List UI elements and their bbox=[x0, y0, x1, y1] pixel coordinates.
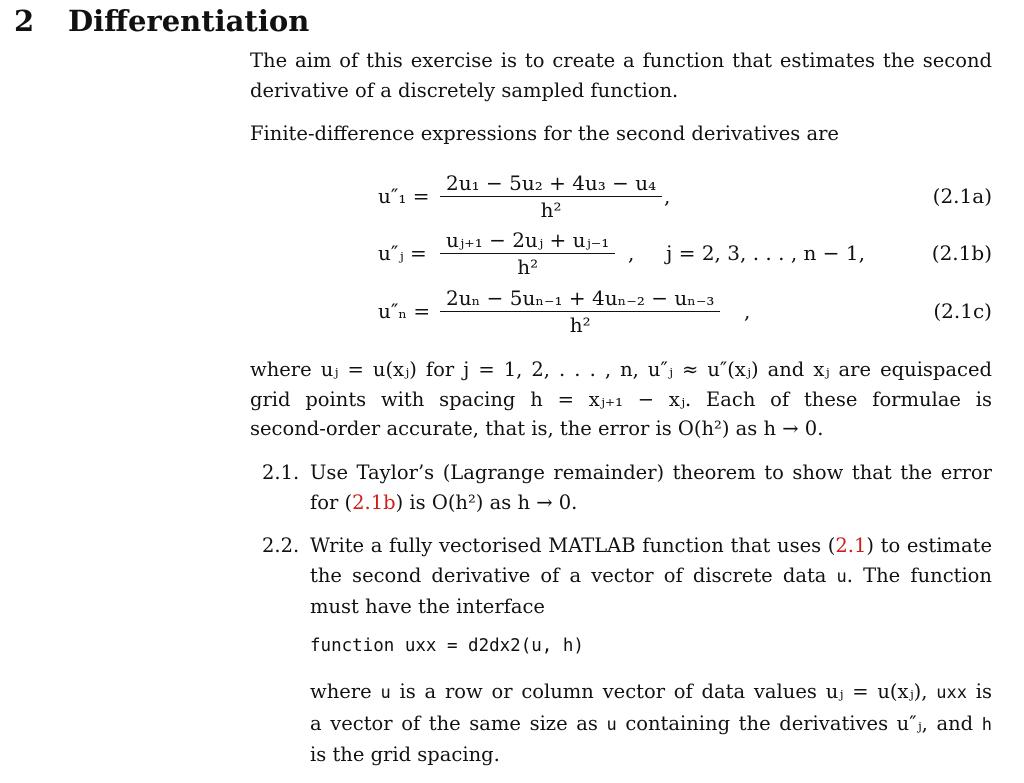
text-fragment: containing the derivatives u″ⱼ, and bbox=[616, 711, 982, 735]
text-fragment: for ( bbox=[310, 490, 353, 514]
section-heading bbox=[14, 4, 309, 38]
eq-numerator: 2u₁ − 5u₂ + 4u₃ − u₄ bbox=[446, 171, 657, 195]
intro-line-1: The aim of this exercise is to create a function that estimates the second bbox=[250, 49, 992, 72]
intro-line-2: derivative of a discretely sampled function. bbox=[250, 78, 679, 102]
item-line-1: Use Taylor’s (Lagrange remainder) theorem to show that the error bbox=[310, 461, 992, 484]
eq-trailing: , j = 2, 3, . . . , n − 1, bbox=[628, 241, 865, 265]
text-fragment: a vector of the same size as bbox=[310, 711, 607, 735]
eq-numerator: uⱼ₊₁ − 2uⱼ + uⱼ₋₁ bbox=[446, 228, 610, 252]
where-code-line-3: is the grid spacing. bbox=[310, 743, 500, 766]
equation-ref-link[interactable]: 2.1b bbox=[352, 490, 396, 514]
eq-lhs: u″ₙ = bbox=[378, 299, 431, 323]
item-line-1 bbox=[310, 531, 992, 561]
item-body bbox=[310, 458, 992, 517]
item-label: 2.2. bbox=[262, 534, 300, 557]
eq-fraction bbox=[440, 170, 662, 223]
eq-denominator: h² bbox=[440, 253, 615, 280]
eq-numerator: 2uₙ − 5uₙ₋₁ + 4uₙ₋₂ − uₙ₋₃ bbox=[446, 286, 715, 310]
section-title: Differentiation bbox=[68, 4, 310, 38]
code-inline: u bbox=[836, 566, 847, 587]
where-line-2: grid points with spacing h = xⱼ₊₁ − xⱼ. Each of these formulae is bbox=[250, 387, 992, 411]
text-fragment: is bbox=[966, 680, 993, 703]
exercise-item-2-1 bbox=[262, 458, 992, 517]
text-fragment: Write a fully vectorised MATLAB function that uses ( bbox=[310, 534, 836, 557]
exercise-item-2-2 bbox=[262, 531, 992, 622]
item-line-3: must have the interface bbox=[310, 595, 545, 618]
where-code-line-2 bbox=[310, 709, 992, 741]
eq-lhs: u″ⱼ = bbox=[378, 241, 427, 265]
eq-trailing: , bbox=[664, 184, 671, 208]
item-line-2 bbox=[310, 488, 992, 518]
text-fragment: the second derivative of a vector of discrete data bbox=[310, 563, 837, 587]
code-inline: u bbox=[606, 714, 617, 735]
eq-denominator: h² bbox=[440, 311, 720, 338]
eq-lhs: u″₁ = bbox=[378, 184, 430, 208]
equation-2-1b bbox=[378, 227, 994, 283]
section-number: 2 bbox=[14, 4, 35, 38]
eq-denominator: h² bbox=[440, 196, 662, 223]
equation-2-1a bbox=[378, 170, 994, 226]
item-2-2-where bbox=[310, 677, 992, 770]
item-body bbox=[310, 531, 992, 622]
function-interface-code: function uxx = d2dx2(u, h) bbox=[310, 636, 584, 656]
text-fragment: is a row or column vector of data values uⱼ = u(xⱼ), bbox=[390, 680, 937, 703]
equation-2-1c bbox=[378, 285, 994, 341]
where-line-3: second-order accurate, that is, the error is O(h²) as h → 0. bbox=[250, 417, 824, 440]
intro-paragraph bbox=[250, 46, 992, 105]
fd-intro: Finite-difference expressions for the second derivatives are bbox=[250, 122, 839, 145]
eq-tag: (2.1b) bbox=[931, 241, 992, 265]
where-line-1: where uⱼ = u(xⱼ) for j = 1, 2, . . . , n, u″ⱼ ≈ u″(xⱼ) and xⱼ are equispaced bbox=[250, 358, 992, 381]
eq-fraction bbox=[440, 285, 720, 338]
text-fragment: ) to estimate bbox=[866, 534, 992, 557]
text-fragment: ) is O(h²) as h → 0. bbox=[395, 490, 578, 514]
item-line-2 bbox=[310, 561, 992, 593]
code-inline: u bbox=[380, 683, 391, 703]
eq-trailing: , bbox=[744, 299, 751, 323]
eq-fraction bbox=[440, 227, 615, 280]
where-code-line-1 bbox=[310, 677, 992, 709]
code-inline: h bbox=[981, 714, 992, 735]
where-paragraph bbox=[250, 355, 992, 444]
eq-tag: (2.1a) bbox=[932, 184, 992, 208]
text-fragment: . The function bbox=[846, 563, 992, 587]
text-fragment: where bbox=[310, 680, 381, 703]
code-inline: uxx bbox=[936, 683, 967, 703]
eq-tag: (2.1c) bbox=[933, 299, 992, 323]
equation-ref-link[interactable]: 2.1 bbox=[835, 534, 867, 557]
item-label: 2.1. bbox=[262, 461, 300, 484]
